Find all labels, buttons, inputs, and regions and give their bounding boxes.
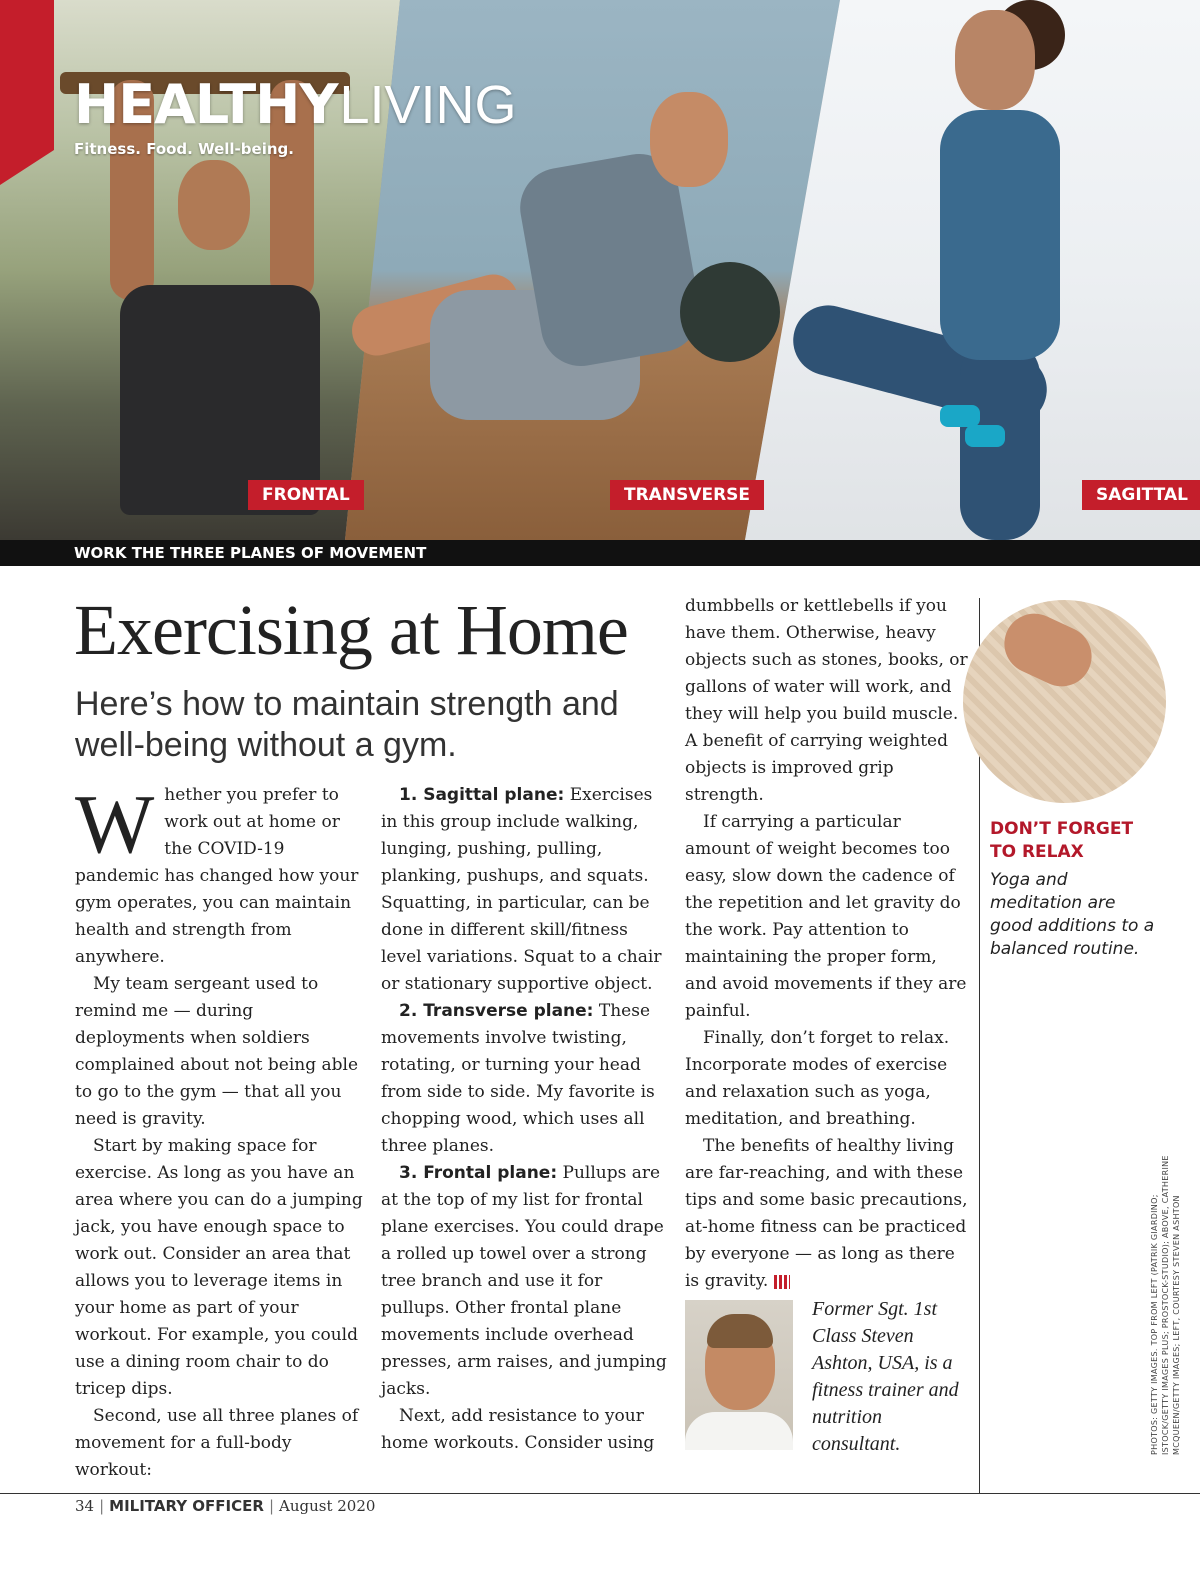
article-column-2 xyxy=(381,782,671,1457)
label-frontal: FRONTAL xyxy=(248,480,364,510)
paragraph: Second, use all three planes of movement for a full-body workout: xyxy=(75,1406,359,1480)
paragraph-text: Pullups are at the top of my list for frontal plane exercises. You could drape a rolled up towel over a strong tree branch and use it for pullups. Other frontal plane movements include overhead presses, arm raises, and jumping jacks. xyxy=(381,1163,667,1399)
dumbbell-shape xyxy=(940,405,980,427)
paragraph: Finally, don’t forget to relax. Incorporate modes of exercise and relaxation such as yoga, meditation, and breathing. xyxy=(685,1028,950,1129)
end-mark-icon xyxy=(774,1275,790,1289)
sidebar-text: Yoga and meditation are good additions to a balanced routine. xyxy=(990,870,1155,959)
woman-head-shape xyxy=(955,10,1035,110)
drop-cap: W xyxy=(75,778,155,871)
man-head-shape xyxy=(178,160,250,250)
hand-shape xyxy=(995,604,1102,696)
footer-separator: | xyxy=(99,1497,105,1515)
paragraph-text: These movements involve twisting, rotating, or turning your head from side to side. My favorite is chopping wood, which uses all three planes. xyxy=(381,1001,655,1156)
paragraph: My team sergeant used to remind me — during deployments when soldiers complained about not being able to go to the gym — that all you need is gravity. xyxy=(75,974,359,1129)
man-head-shape xyxy=(650,92,728,187)
issue-date: August 2020 xyxy=(279,1497,376,1515)
photo-credits: PHOTOS: GETTY IMAGES. TOP FROM LEFT (PATRIK GIARDINO; ISTOCK/GETTY IMAGES PLUS; PROSTOCK-STUDIO); ABOVE, CATHERINE MCQUEEN/GETTY IMAGES; LEFT, COURTESY STEVEN ASHTON xyxy=(1150,1155,1181,1455)
plane-lead: 2. Transverse plane: xyxy=(399,1001,594,1021)
label-transverse: TRANSVERSE xyxy=(610,480,764,510)
woman-body-shape xyxy=(940,110,1060,360)
section-subtitle: Fitness. Food. Well-being. xyxy=(74,140,294,158)
sidebar-title xyxy=(990,818,1133,864)
dumbbell-shape xyxy=(965,425,1005,447)
paragraph-text: Next, add resistance to your home workouts. Consider using xyxy=(381,1406,655,1453)
section-title xyxy=(74,73,517,136)
paragraph-text: Exercises in this group include walking, lunging, pushing, pulling, planking, pushups, and squats. Squatting, in particular, can be done in different skill/fitness level variations. Squat to a chair or stationary supportive object. xyxy=(381,785,662,994)
page-number: 34 xyxy=(75,1497,95,1515)
section-title-light: LIVING xyxy=(339,75,517,135)
hero-photo-strip xyxy=(0,0,1200,540)
paragraph xyxy=(75,778,365,971)
paragraph-text: The benefits of healthy living are far-reaching, and with these tips and some basic precautions, at-home fitness can be practiced by everyone — as long as there is gravity. xyxy=(685,1136,968,1291)
plane-lead: 3. Frontal plane: xyxy=(399,1163,558,1183)
paragraph xyxy=(381,998,671,1160)
plane-lead: 1. Sagittal plane: xyxy=(399,785,565,805)
author-photo xyxy=(685,1300,793,1450)
footer-rule xyxy=(0,1493,1200,1494)
medicine-ball-shape xyxy=(680,262,780,362)
footer-separator: | xyxy=(268,1497,274,1515)
dek: Here’s how to maintain strength and well-being without a gym. xyxy=(75,685,619,764)
paragraph: dumbbells or kettlebells if you have them. Otherwise, heavy objects such as stones, books, or gallons of water will work, and they will help you build muscle. A benefit of carrying weighted objects is improved grip strength. xyxy=(685,596,968,805)
paragraph xyxy=(685,1133,970,1295)
photo-caption: WORK THE THREE PLANES OF MOVEMENT xyxy=(74,544,427,562)
article-column-1 xyxy=(75,778,365,1484)
paragraph: Start by making space for exercise. As long as you have an area where you can do a jumping jack, you have enough space to work out. Consider an area that allows you to leverage items in your home as part of your workout. For example, you could use a dining room chair to do tricep dips. xyxy=(75,1136,363,1399)
paragraph: If carrying a particular amount of weight becomes too easy, slow down the cadence of the repetition and let gravity do the work. Pay attention to maintaining the proper form, and avoid movements if they are painful. xyxy=(685,812,967,1021)
page-footer xyxy=(75,1497,375,1515)
author-hair-shape xyxy=(707,1314,773,1348)
paragraph xyxy=(381,1403,671,1457)
sidebar-title-line: TO RELAX xyxy=(990,842,1084,862)
author-shirt-shape xyxy=(685,1412,793,1450)
relax-photo xyxy=(963,600,1166,803)
headline: Exercising at Home xyxy=(74,590,628,670)
author-bio: Former Sgt. 1st Class Steven Ashton, USA, is a fitness trainer and nutrition consultant. xyxy=(812,1298,959,1455)
paragraph xyxy=(381,782,671,998)
photo-caption-bar xyxy=(0,540,1200,566)
sidebar-title-line: DON’T FORGET xyxy=(990,819,1134,839)
paragraph-text: hether you prefer to work out at home or the COVID-19 pandemic has changed how your gym operates, you can maintain health and strength from anywhere. xyxy=(75,785,359,967)
article-column-3 xyxy=(685,593,970,1295)
magazine-name: MILITARY OFFICER xyxy=(109,1497,264,1515)
paragraph xyxy=(381,1160,671,1403)
section-title-bold: HEALTHY xyxy=(74,73,338,136)
label-sagittal: SAGITTAL xyxy=(1082,480,1200,510)
